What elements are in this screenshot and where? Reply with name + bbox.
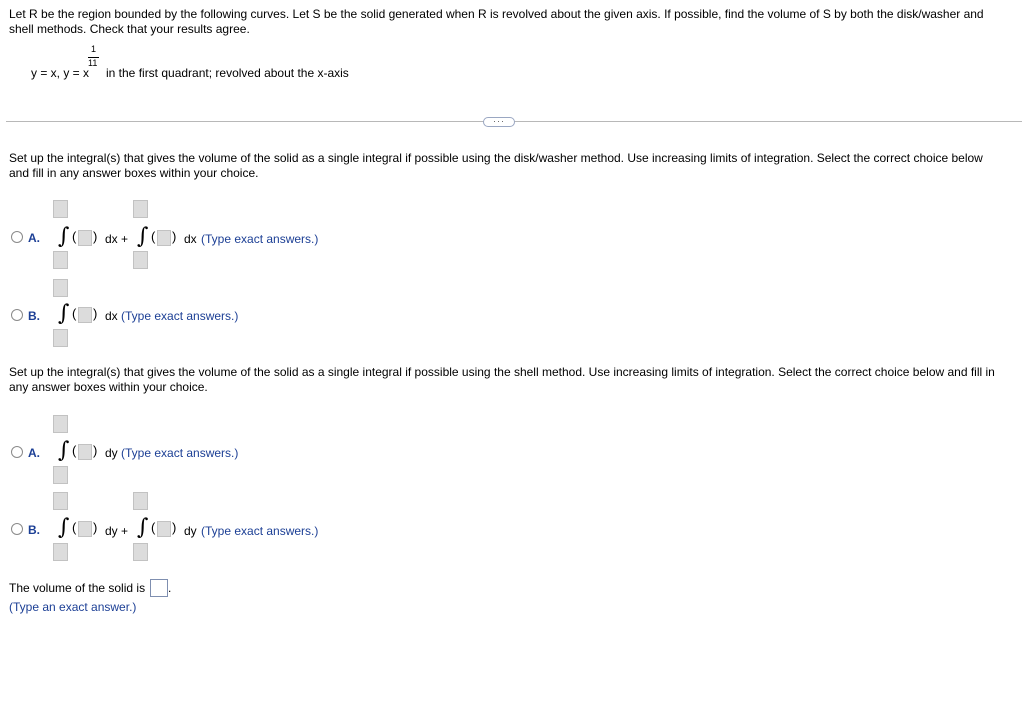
shell-a-hint: (Type exact answers.) [121, 446, 239, 460]
left-paren: ( [72, 229, 77, 244]
volume-period: . [168, 581, 172, 595]
right-paren: ) [172, 520, 177, 535]
dx-text: dx [105, 309, 118, 323]
disk-a-int1-lower-limit[interactable] [53, 251, 68, 269]
disk-instruction-line1: Set up the integral(s) that gives the volume of the solid as a single integral if possible using the disk/washer method. Use increasing limits of integration. Select the correct choice below [9, 151, 983, 165]
shell-b-int2-integrand[interactable] [157, 521, 171, 537]
disk-choice-a-letter: A. [28, 231, 40, 245]
shell-b-int1-integrand[interactable] [78, 521, 92, 537]
dy-text: dy [184, 524, 197, 538]
curves-description: in the first quadrant; revolved about the x-axis [106, 66, 349, 80]
shell-a-upper-limit[interactable] [53, 415, 68, 433]
shell-choice-a-radio[interactable] [11, 446, 23, 458]
integral-sign: ∫ [58, 301, 70, 326]
disk-choice-b-letter: B. [28, 309, 40, 323]
shell-b-hint: (Type exact answers.) [201, 524, 319, 538]
right-paren: ) [93, 520, 98, 535]
shell-b-int1-upper-limit[interactable] [53, 492, 68, 510]
disk-a-int2-lower-limit[interactable] [133, 251, 148, 269]
shell-b-int2-lower-limit[interactable] [133, 543, 148, 561]
shell-choice-a-letter: A. [28, 446, 40, 460]
shell-b-int2-upper-limit[interactable] [133, 492, 148, 510]
integral-sign: ∫ [137, 515, 149, 540]
volume-label: The volume of the solid is [9, 581, 146, 595]
disk-a-int2-integrand[interactable] [157, 230, 171, 246]
shell-b-int1-lower-limit[interactable] [53, 543, 68, 561]
shell-instruction-line1: Set up the integral(s) that gives the volume of the solid as a single integral if possible using the shell method. Use increasing limits of integration. Select the correct choice below and fill in [9, 365, 995, 379]
disk-a-hint: (Type exact answers.) [201, 232, 319, 246]
shell-instruction-line2: any answer boxes within your choice. [9, 380, 208, 394]
shell-a-integrand[interactable] [78, 444, 92, 460]
dy-plus-text: dy + [105, 524, 129, 538]
exponent-numerator: 1 [91, 44, 97, 54]
volume-answer-input[interactable] [150, 579, 168, 597]
integral-sign: ∫ [58, 515, 70, 540]
shell-a-lower-limit[interactable] [53, 466, 68, 484]
disk-choice-b-radio[interactable] [11, 309, 23, 321]
right-paren: ) [93, 229, 98, 244]
left-paren: ( [72, 306, 77, 321]
right-paren: ) [172, 229, 177, 244]
exponent-denominator: 11 [88, 58, 98, 68]
left-paren: ( [72, 443, 77, 458]
disk-a-int1-upper-limit[interactable] [53, 200, 68, 218]
problem-text-line2: shell methods. Check that your results agree. [9, 22, 250, 36]
left-paren: ( [151, 229, 156, 244]
disk-a-int1-integrand[interactable] [78, 230, 92, 246]
integral-sign: ∫ [58, 224, 70, 249]
right-paren: ) [93, 443, 98, 458]
left-paren: ( [72, 520, 77, 535]
left-paren: ( [151, 520, 156, 535]
problem-text-line1: Let R be the region bounded by the following curves. Let S be the solid generated when R is revolved about the given axis. If possible, find the volume of S by both the disk/washer and [9, 7, 984, 21]
disk-b-upper-limit[interactable] [53, 279, 68, 297]
disk-instruction-line2: and fill in any answer boxes within your choice. [9, 166, 259, 180]
integral-sign: ∫ [58, 438, 70, 463]
dx-text: dx [184, 232, 197, 246]
shell-choice-b-radio[interactable] [11, 523, 23, 535]
right-paren: ) [93, 306, 98, 321]
shell-choice-b-letter: B. [28, 523, 40, 537]
integral-sign: ∫ [137, 224, 149, 249]
dx-plus-text: dx + [105, 232, 129, 246]
disk-b-hint: (Type exact answers.) [121, 309, 239, 323]
disk-b-integrand[interactable] [78, 307, 92, 323]
volume-hint: (Type an exact answer.) [9, 600, 137, 614]
more-options-button[interactable]: ··· [483, 117, 515, 127]
disk-choice-a-radio[interactable] [11, 231, 23, 243]
dy-text: dy [105, 446, 118, 460]
curves-equation: y = x, y = x [31, 66, 90, 80]
disk-b-lower-limit[interactable] [53, 329, 68, 347]
disk-a-int2-upper-limit[interactable] [133, 200, 148, 218]
